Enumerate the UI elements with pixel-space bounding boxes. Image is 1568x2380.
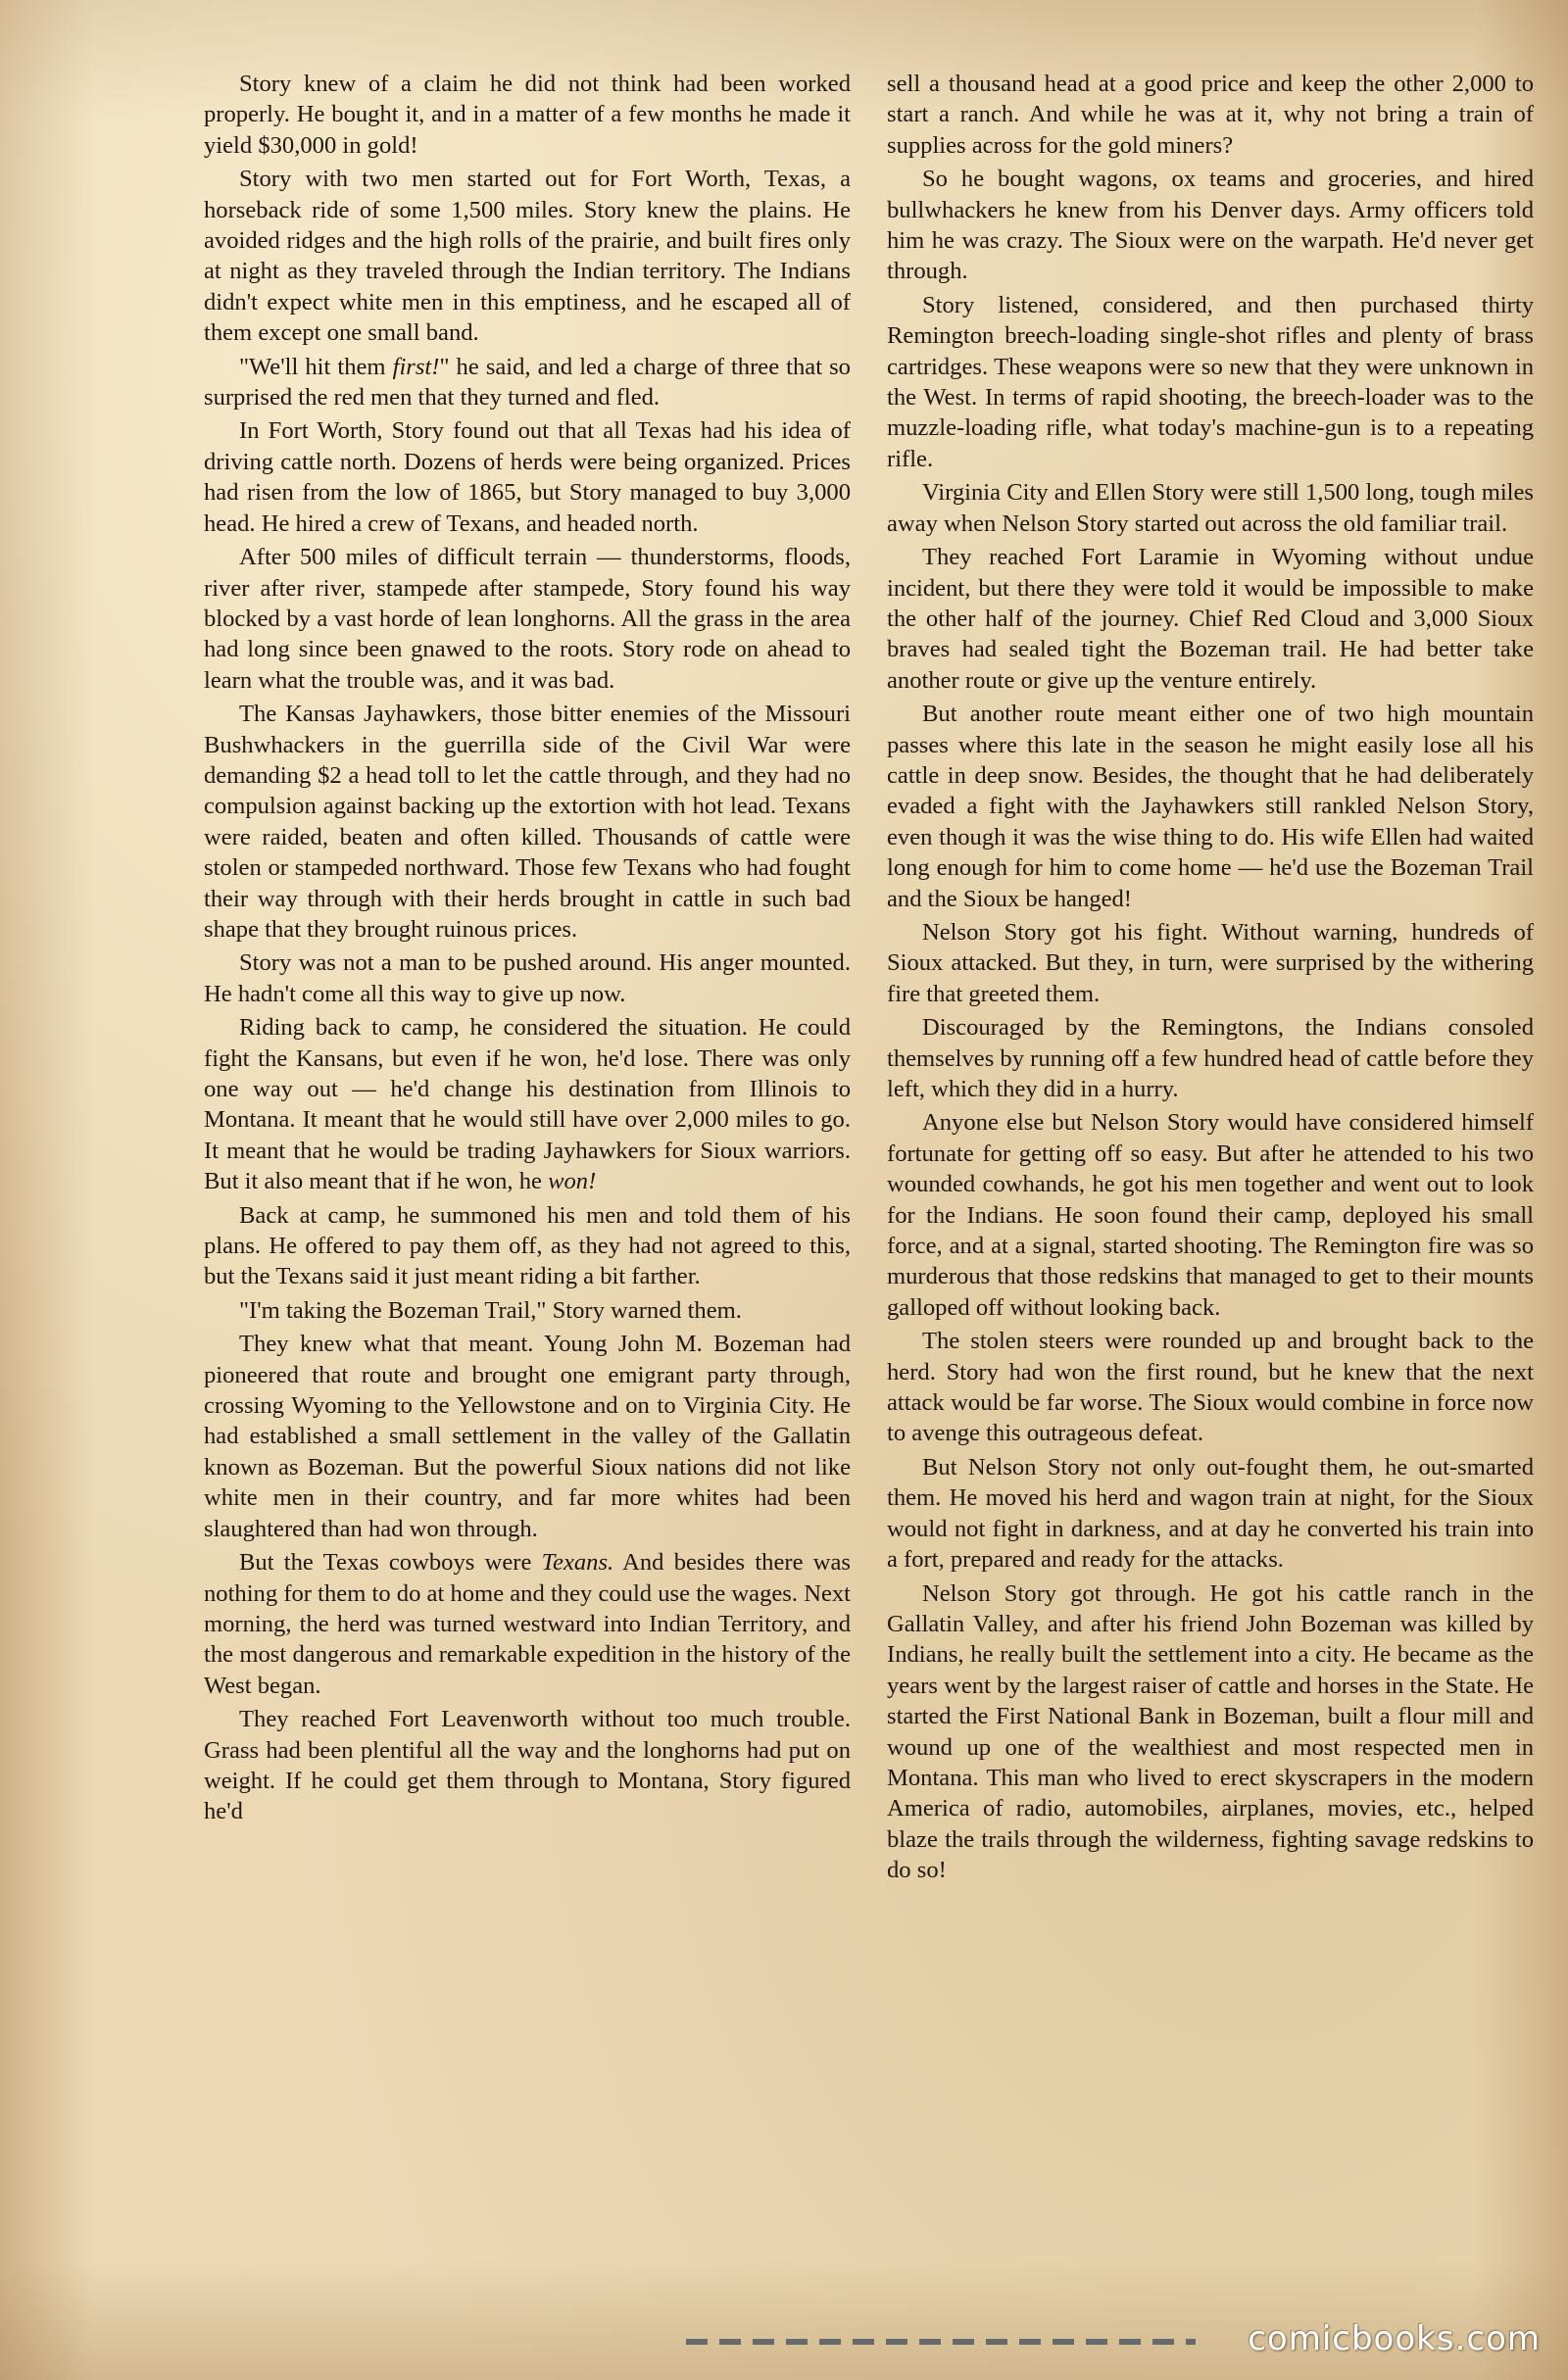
paragraph: [204, 1547, 851, 1701]
paragraph: [204, 1012, 851, 1196]
paragraph-text: " he said, and led a charge of three that so surprised the red men that they turned and fled.: [204, 353, 851, 412]
paragraph: "I'm taking the Bozeman Trail," Story warned them.: [239, 1296, 742, 1324]
paragraph: But another route meant either one of two high mountain passes where this late in the season he might easily lose all his cattle in deep snow. Besides, the thought that he had deliberately evaded a fight with the Jayhawkers still rankled Nelson Story, even though it was the wise thing to do. His wife Ellen had waited long enough for him to come home — he'd use the Bozeman Trail and the Sioux be hanged!: [887, 701, 1534, 912]
paragraph: In Fort Worth, Story found out that all Texas had his idea of driving cattle north. Dozens of herds were being organized. Prices had risen from the low of 1865, but Story managed to buy 3,000 head. He hired a crew of Texans, and headed north.: [204, 417, 851, 537]
emphasis-text: Texans.: [541, 1549, 614, 1577]
paragraph-text: "We'll hit them: [239, 353, 393, 380]
emphasis-text: first!: [392, 353, 440, 380]
paragraph: They reached Fort Laramie in Wyoming without undue incident, but there they were told it would be impossible to make the other half of the journey. Chief Red Cloud and 3,000 Sioux braves had sealed tight the Bozeman trail. He had better take another route or give up the venture entirely.: [887, 544, 1534, 694]
paragraph: After 500 miles of difficult terrain — thunderstorms, floods, river after river, stampede after stampede, Story found his way blocked by a vast horde of lean longhorns. All the grass in the area had long since been gnawed to the roots. Story rode on ahead to learn what the trouble was, and it was bad.: [204, 544, 851, 694]
emphasis-text: won!: [548, 1168, 597, 1195]
paragraph: Story listened, considered, and then purchased thirty Remington breech-loading single-shot rifles and plenty of brass cartridges. These weapons were so new that they were unknown in the West. In terms of rapid shooting, the breech-loader was to the muzzle-loading rifle, what today's machine-gun is to a repeating rifle.: [887, 291, 1534, 472]
paragraph: The Kansas Jayhawkers, those bitter enemies of the Missouri Bushwhackers in the guerrilla side of the Civil War were demanding $2 a head toll to let the cattle through, and they had no compulsion against backing up the extortion with hot lead. Texans were raided, beaten and often killed. Thousands of cattle were stolen or stampeded northward. Those few Texans who had fought their way through with their herds brought in cattle in such bad shape that they brought ruinous prices.: [204, 701, 851, 943]
paragraph: Nelson Story got his fight. Without warning, hundreds of Sioux attacked. But they, in turn, were surprised by the withering fire that greeted them.: [887, 918, 1534, 1007]
paragraph: [204, 352, 851, 413]
paragraph: Story was not a man to be pushed around. His anger mounted. He hadn't come all this way to give up now.: [204, 949, 851, 1007]
paragraph: They knew what that meant. Young John M. Bozeman had pioneered that route and brought one emigrant party through, crossing Wyoming to the Yellowstone and on to Virginia City. He had established a small settlement in the valley of the Gallatin known as Bozeman. But the powerful Sioux nations did not like white men in their country, and far more whites had been slaughtered than had won through.: [204, 1331, 851, 1542]
paragraph: But Nelson Story not only out-fought them, he out-smarted them. He moved his herd and wagon train at night, for the Sioux would not fight in darkness, and at day he converted his train into a fort, prepared and ready for the attacks.: [887, 1453, 1534, 1574]
paragraph: Back at camp, he summoned his men and told them of his plans. He offered to pay them off, as they had not agreed to this, but the Texans said it just meant riding a bit farther.: [204, 1201, 851, 1290]
paragraph: So he bought wagons, ox teams and groceries, and hired bullwhackers he knew from his Denver days. Army officers told him he was crazy. The Sioux were on the warpath. He'd never get through.: [887, 166, 1534, 285]
paragraph: The stolen steers were rounded up and brought back to the herd. Story had won the first round, but he knew that the next attack would be far worse. The Sioux would combine in force now to avenge this outrageous defeat.: [887, 1328, 1534, 1447]
paragraph: sell a thousand head at a good price and keep the other 2,000 to start a ranch. And while he was at it, why not bring a train of supplies across for the gold miners?: [887, 71, 1534, 159]
paragraph: They reached Fort Leavenworth without too much trouble. Grass had been plentiful all the way and the longhorns had put on weight. If he could get them through to Montana, Story figured he'd: [204, 1706, 851, 1825]
text-column-left: [204, 69, 851, 1830]
paragraph-text: And besides there was nothing for them to do at home and they could use the wages. Next morning, the herd was turned westward into Indian Territory, and the most dangerous and remarkable expedition in the history of the West began.: [204, 1549, 852, 1699]
watermark: comicbooks.com: [1248, 2319, 1541, 2358]
paragraph: Discouraged by the Remingtons, the Indians consoled themselves by running off a few hundred head of cattle before they left, which they did in a hurry.: [887, 1014, 1534, 1102]
paragraph: Story knew of a claim he did not think had been worked properly. He bought it, and in a matter of a few months he made it yield $30,000 in gold!: [204, 71, 851, 159]
paragraph-text: Riding back to camp, he considered the situation. He could fight the Kansans, but even if he won, he'd lose. There was only one way out — he'd change his destination from Illinois to Montana. It meant that he would still have over 2,000 miles to go. It meant that he would be trading Jayhawkers for Sioux warriors. But it also meant that if he won, he: [204, 1014, 851, 1195]
paragraph: Story with two men started out for Fort Worth, Texas, a horseback ride of some 1,500 miles. Story knew the plains. He avoided ridges and the high rolls of the prairie, and built fires only at night as they traveled through the Indian territory. The Indians didn't expect white men in this emptiness, and he escaped all of them except one small band.: [204, 166, 851, 347]
paragraph: Nelson Story got through. He got his cattle ranch in the Gallatin Valley, and after his friend John Bozeman was killed by Indians, he really built the settlement into a city. He became as the years went by the largest raiser of cattle and horses in the State. He started the First National Bank in Bozeman, built a flour mill and wound up one of the wealthiest and most respected men in Montana. This man who lived to erect skyscrapers in the modern America of radio, automobiles, airplanes, movies, etc., helped blaze the trails through the wilderness, fighting savage redskins to do so!: [887, 1579, 1534, 1884]
decorative-dash-line: [686, 2339, 1196, 2345]
text-column-right: [887, 69, 1534, 1889]
paragraph: Virginia City and Ellen Story were still 1,500 long, tough miles away when Nelson Story started out across the old familiar trail.: [887, 479, 1534, 537]
paragraph-text: But the Texas cowboys were: [239, 1549, 542, 1577]
paragraph: Anyone else but Nelson Story would have considered himself fortunate for getting off so easy. But after he attended to his two wounded cowhands, he got his men together and went out to look for the Indians. He soon found their camp, deployed his small force, and at a signal, started shooting. The Remington fire was so murderous that those redskins that managed to get to their mounts galloped off without looking back.: [887, 1109, 1534, 1321]
